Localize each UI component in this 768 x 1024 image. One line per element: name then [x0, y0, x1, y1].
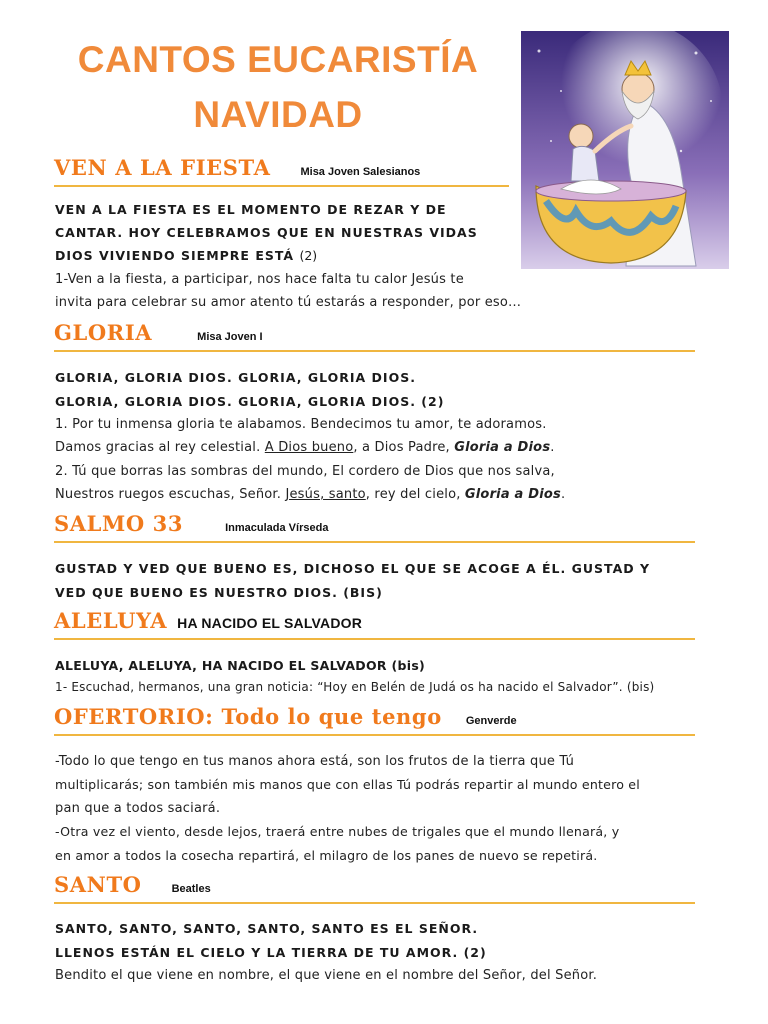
- lyric-line: multiplicarás; son también mis manos que con ellas Tú podrás repartir al mundo entero el: [55, 777, 640, 792]
- section-heading: SALMO 33: [54, 511, 184, 536]
- lyric-line: VEN A LA FIESTA ES EL MOMENTO DE REZAR Y DE: [55, 202, 447, 217]
- lyric-line: GLORIA, GLORIA DIOS. GLORIA, GLORIA DIOS. (2): [55, 394, 445, 409]
- section-source: Misa Joven Salesianos: [300, 166, 421, 178]
- lyric-line: Damos gracias al rey celestial. A Dios bueno, a Dios Padre, Gloria a Dios.: [55, 440, 555, 455]
- lyric-line: VED QUE BUENO ES NUESTRO DIOS. (BIS): [55, 585, 383, 600]
- page-title: [48, 32, 508, 142]
- nativity-illustration: [521, 31, 729, 269]
- lyric-line: pan que a todos saciará.: [55, 801, 221, 816]
- section-gloria: [54, 320, 695, 352]
- section-salmo-33: [54, 511, 695, 543]
- lyric-line: Bendito el que viene en nombre, el que viene en el nombre del Señor, del Señor.: [55, 968, 598, 983]
- lyric-line: GUSTAD Y VED QUE BUENO ES, DICHOSO EL QUE SE ACOGE A ÉL. GUSTAD Y: [55, 561, 651, 576]
- lyric-line: 2. Tú que borras las sombras del mundo, El cordero de Dios que nos salva,: [55, 464, 555, 479]
- lyric-line: -Todo lo que tengo en tus manos ahora está, son los frutos de la tierra que Tú: [55, 754, 575, 769]
- section-aleluya: [54, 608, 695, 640]
- section-ofertorio: [54, 704, 695, 736]
- section-heading: GLORIA: [54, 320, 153, 345]
- lyric-line: ALELUYA, ALELUYA, HA NACIDO EL SALVADOR (bis): [55, 658, 426, 673]
- section-source: Misa Joven I: [197, 331, 263, 343]
- section-source: HA NACIDO EL SALVADOR: [177, 615, 363, 631]
- lyric-line: DIOS VIVIENDO SIEMPRE ESTÁ (2): [55, 248, 318, 263]
- title-line-1: CANTOS EUCARISTÍA: [77, 39, 479, 80]
- lyric-line: 1-Ven a la fiesta, a participar, nos hace falta tu calor Jesús te: [55, 272, 464, 287]
- section-heading: OFERTORIO: Todo lo que tengo: [54, 704, 442, 729]
- lyric-line: GLORIA, GLORIA DIOS. GLORIA, GLORIA DIOS.: [55, 370, 416, 385]
- lyric-line: Nuestros ruegos escuchas, Señor. Jesús, santo, rey del cielo, Gloria a Dios.: [55, 487, 566, 502]
- lyric-line: -Otra vez el viento, desde lejos, traerá entre nubes de trigales que el mundo llenará, y: [55, 824, 620, 839]
- lyric-line: 1. Por tu inmensa gloria te alabamos. Bendecimos tu amor, te adoramos.: [55, 417, 547, 432]
- section-ven-a-la-fiesta: [54, 155, 509, 187]
- lyric-line: 1- Escuchad, hermanos, una gran noticia: “Hoy en Belén de Judá os ha nacido el Salvador”. (bis): [55, 680, 655, 694]
- section-heading: SANTO: [54, 872, 142, 897]
- lyric-line: SANTO, SANTO, SANTO, SANTO, SANTO ES EL SEÑOR.: [55, 921, 479, 936]
- lyric-line: LLENOS ESTÁN EL CIELO Y LA TIERRA DE TU AMOR. (2): [55, 945, 487, 960]
- section-santo: [54, 872, 695, 904]
- section-source: Inmaculada Vírseda: [225, 522, 329, 534]
- section-source: Genverde: [465, 715, 517, 727]
- title-line-2: NAVIDAD: [193, 94, 363, 135]
- lyric-line: invita para celebrar su amor atento tú estarás a responder, por eso…: [55, 295, 522, 310]
- section-heading: VEN A LA FIESTA: [54, 155, 271, 180]
- lyric-line: CANTAR. HOY CELEBRAMOS QUE EN NUESTRAS VIDAS: [55, 225, 478, 240]
- lyric-line: en amor a todos la cosecha repartirá, el milagro de los panes de nuevo se repetirá.: [55, 848, 598, 863]
- section-heading: ALELUYA: [54, 608, 168, 633]
- section-source: Beatles: [171, 883, 211, 895]
